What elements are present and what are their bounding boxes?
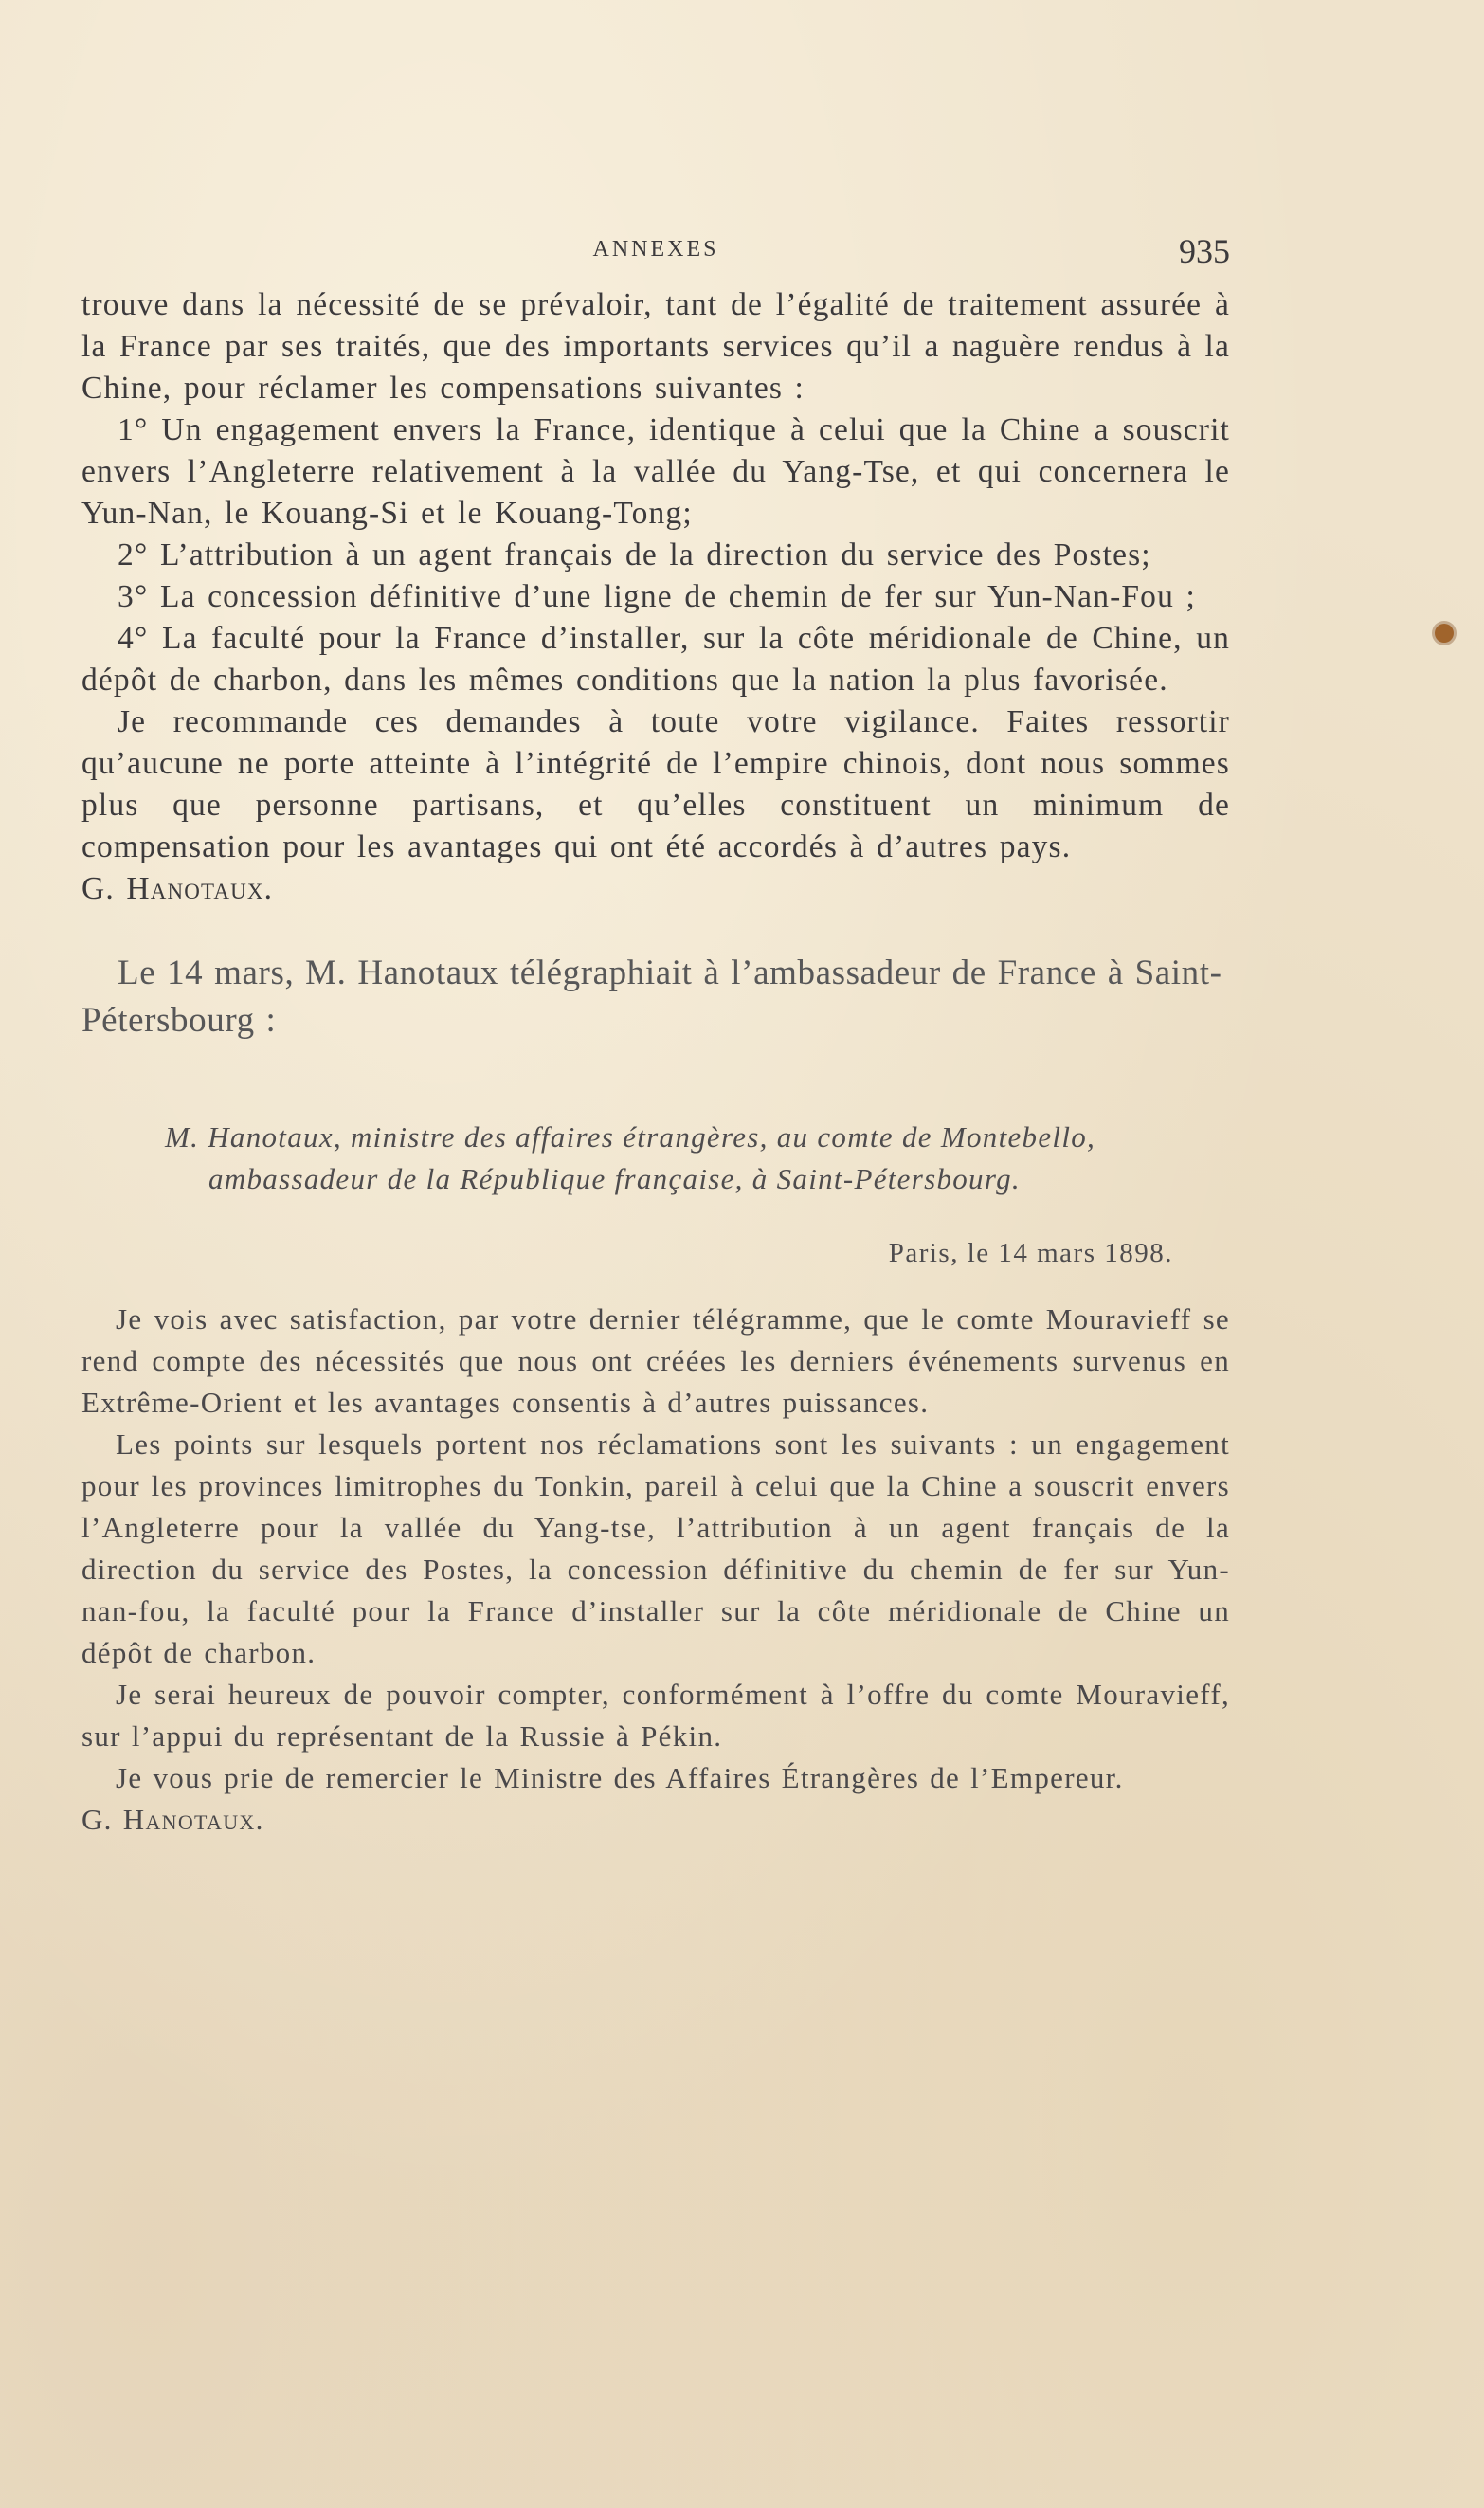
page-number: 935 [1179,232,1230,270]
paragraph: trouve dans la nécessité de se prévaloir, tant de l’égalité de traitement assurée à la France par ses traités, que des importants services qu’il a naguère rendus à la Chine, pour réclamer les compensations suivantes : [81,287,1230,406]
paragraph: Je serai heureux de pouvoir compter, conformément à l’offre du comte Mouravieff, sur l’appui du représentant de la Russie à Pékin. [81,1678,1230,1753]
demand-item-1: 1° Un engagement envers la France, identique à celui que la Chine a souscrit envers l’Angleterre relativement à la vallée du Yang-Tse, et qui concernera le Yun-Nan, le Kouang-Si et le Kouang-Tong; [81,412,1230,531]
signature: G. Hanotaux. [81,871,274,906]
binding-hole [1435,624,1454,643]
demand-item-4: 4° La faculté pour la France d’installer, sur la côte méridionale de Chine, un dépôt de charbon, dans les mêmes conditions que la nation la plus favorisée. [81,621,1230,698]
narrative-intro: Le 14 mars, M. Hanotaux télégraphiait à l’ambassadeur de France à Saint-Pétersbourg : [81,954,1222,1040]
demand-item-2: 2° L’attribution à un agent français de la direction du service des Postes; [118,537,1151,572]
letter-continuation [81,284,1230,910]
demand-item-3: 3° La concession définitive d’une ligne de chemin de fer sur Yun-Nan-Fou ; [118,579,1196,614]
signature: G. Hanotaux. [81,1803,264,1836]
running-title: ANNEXES [592,237,719,262]
paragraph: Je recommande ces demandes à toute votre vigilance. Faites ressortir qu’aucune ne porte atteinte à l’intégrité de l’empire chinois, dont nous sommes plus que personne partisans, et qu’elles constituent un minimum de compensation pour les avantages qui ont été accordés à d’autres pays. [81,704,1230,864]
letter-body [81,1299,1230,1841]
paragraph: Je vous prie de remercier le Ministre des Affaires Étrangères de l’Empereur. [116,1761,1124,1794]
dateline: Paris, le 14 mars 1898. [888,1238,1173,1268]
page [81,227,1230,1841]
paragraph: Les points sur lesquels portent nos réclamations sont les suivants : un engagement pour les provinces limitrophes du Tonkin, pareil à celui que la Chine a souscrit envers l’Angleterre pour la vallée du Yang-tse, l’attribution à un agent français de la direction du service des Postes, la concession définitive du chemin de fer sur Yun-nan-fou, la faculté pour la France d’installer sur la côte méridionale de Chine un dépôt de charbon. [81,1427,1230,1669]
dispatch-heading: M. Hanotaux, ministre des affaires étrangères, au comte de Montebello, ambassadeur de la République française, à Saint-Pétersbourg. [165,1120,1096,1195]
paragraph: Je vois avec satisfaction, par votre dernier télégramme, que le comte Mouravieff se rend compte des nécessités que nous ont créées les derniers événements survenus en Extrême-Orient et les avantages consentis à d’autres puissances. [81,1302,1230,1419]
running-head [81,227,1230,284]
